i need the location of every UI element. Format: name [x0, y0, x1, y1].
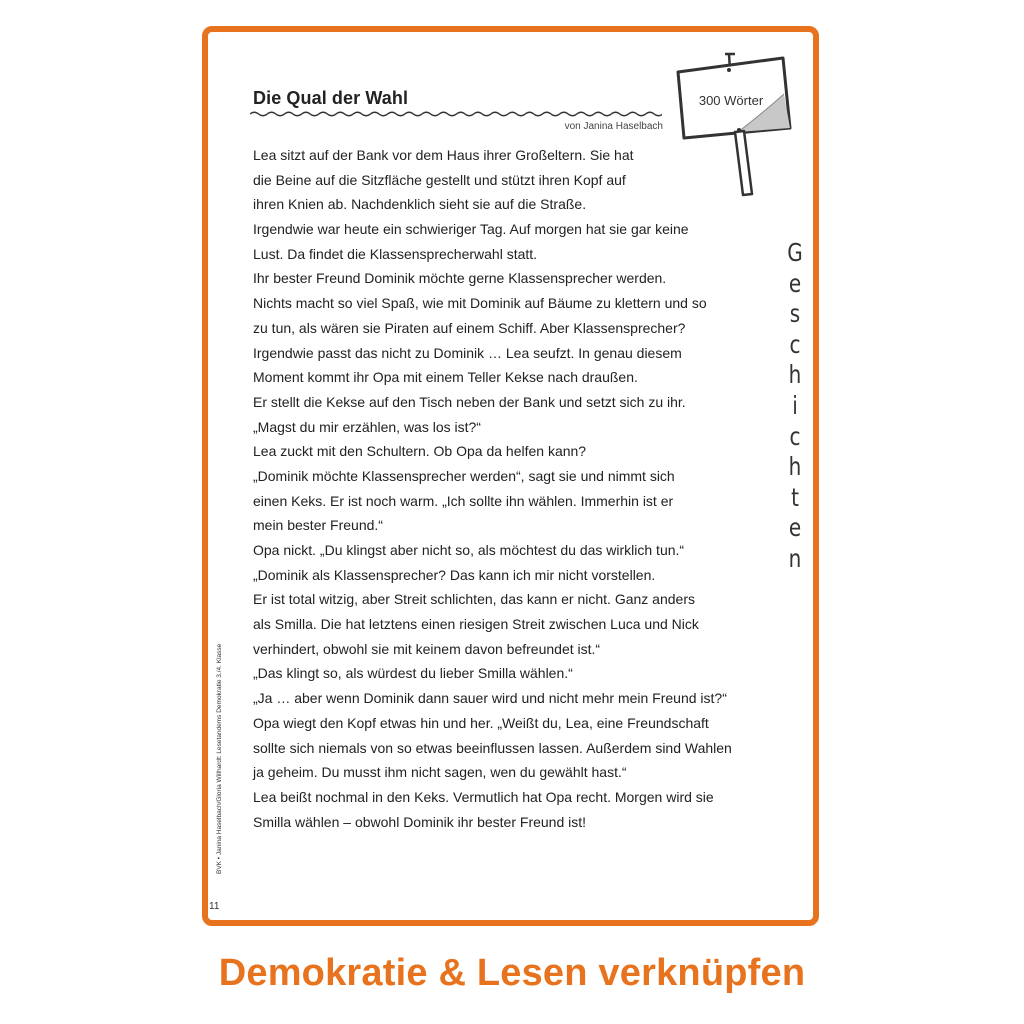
- vertical-letter: h: [788, 360, 802, 390]
- story-line: Moment kommt ihr Opa mit einem Teller Kekse nach draußen.: [253, 369, 638, 386]
- story-author: von Janina Haselbach: [564, 121, 663, 132]
- story-line: ja geheim. Du musst ihm nicht sagen, wen du gewählt hast.“: [253, 764, 627, 781]
- story-title: Die Qual der Wahl: [253, 88, 409, 108]
- side-credit: [216, 594, 226, 874]
- story-line: „Dominik als Klassensprecher? Das kann ich mir nicht vorstellen.: [253, 566, 656, 583]
- story-line: „Ja … aber wenn Dominik dann sauer wird und nicht mehr mein Freund ist?“: [253, 690, 727, 707]
- vertical-letter: h: [788, 452, 802, 482]
- story-line: zu tun, als wären sie Piraten auf einem Schiff. Aber Klassensprecher?: [253, 319, 686, 336]
- vertical-letter: c: [789, 329, 801, 359]
- story-line: Lea beißt nochmal in den Keks. Vermutlich hat Opa recht. Morgen wird sie: [253, 788, 714, 805]
- story-line: Opa nickt. „Du klingst aber nicht so, als möchtest du das wirklich tun.“: [253, 542, 685, 558]
- story-line: Er stellt die Kekse auf den Tisch neben der Bank und setzt sich zu ihr.: [253, 393, 686, 410]
- promo-caption: Demokratie & Lesen verknüpfen: [218, 952, 806, 994]
- side-credit-text: BVK • Janina Haselbach/Gloria Willhardt: Lesetandems Demokratie 3./4. Klasse: [216, 643, 223, 874]
- story-line: Irgendwie passt das nicht zu Dominik … Lea seufzt. In genau diesem: [253, 344, 682, 361]
- vertical-word-geschichten: [775, 238, 815, 575]
- story-line: Opa wiegt den Kopf etwas hin und her. „Weißt du, Lea, eine Freundschaft: [253, 714, 709, 731]
- page-number: 11: [209, 901, 220, 912]
- vertical-letter: t: [791, 482, 799, 512]
- vertical-letter: i: [792, 390, 798, 420]
- vertical-letter: G: [787, 238, 803, 267]
- story-line: als Smilla. Die hat letztens einen riesigen Streit zwischen Luca und Nick: [253, 616, 699, 633]
- story-line: sollte sich niemals von so etwas beeinflussen lassen. Außerdem sind Wahlen: [253, 739, 732, 756]
- story-text: [253, 143, 783, 834]
- story-line: Lea sitzt auf der Bank vor dem Haus ihrer Großeltern. Sie hat: [253, 147, 634, 163]
- vertical-letter: e: [788, 268, 802, 298]
- vertical-letter: e: [788, 513, 802, 543]
- signpost-icon: [672, 50, 802, 200]
- story-line: Lea zuckt mit den Schultern. Ob Opa da helfen kann?: [253, 443, 587, 460]
- story-line: „Dominik möchte Klassensprecher werden“, sagt sie und nimmt sich: [253, 467, 675, 484]
- story-line: Er ist total witzig, aber Streit schlichten, das kann er nicht. Ganz anders: [253, 591, 695, 608]
- story-line: Smilla wählen – obwohl Dominik ihr bester Freund ist!: [253, 813, 587, 830]
- story-line: „Das klingt so, als würdest du lieber Smilla wählen.“: [253, 665, 573, 682]
- word-count-label: 300 Wörter: [698, 93, 764, 108]
- wavy-underline: [250, 108, 662, 120]
- story-line: verhindert, obwohl sie mit keinem davon befreundet ist.“: [253, 640, 601, 657]
- vertical-letter: c: [789, 421, 801, 451]
- story-line: die Beine auf die Sitzfläche gestellt und stützt ihren Kopf auf: [253, 171, 626, 188]
- vertical-letter: n: [788, 543, 802, 573]
- story-line: „Magst du mir erzählen, was los ist?“: [253, 418, 481, 435]
- story-line: Ihr bester Freund Dominik möchte gerne Klassensprecher werden.: [253, 270, 667, 287]
- story-line: Irgendwie war heute ein schwieriger Tag. Auf morgen hat sie gar keine: [253, 221, 689, 238]
- story-line: mein bester Freund.“: [253, 517, 383, 534]
- story-line: ihren Knien ab. Nachdenklich sieht sie auf die Straße.: [253, 196, 587, 213]
- story-line: einen Keks. Er ist noch warm. „Ich sollte ihn wählen. Immerhin ist er: [253, 492, 674, 509]
- story-line: Lust. Da findet die Klassensprecherwahl statt.: [253, 245, 538, 262]
- story-line: Nichts macht so viel Spaß, wie mit Dominik auf Bäume zu klettern und so: [253, 295, 707, 312]
- vertical-letter: s: [789, 299, 801, 329]
